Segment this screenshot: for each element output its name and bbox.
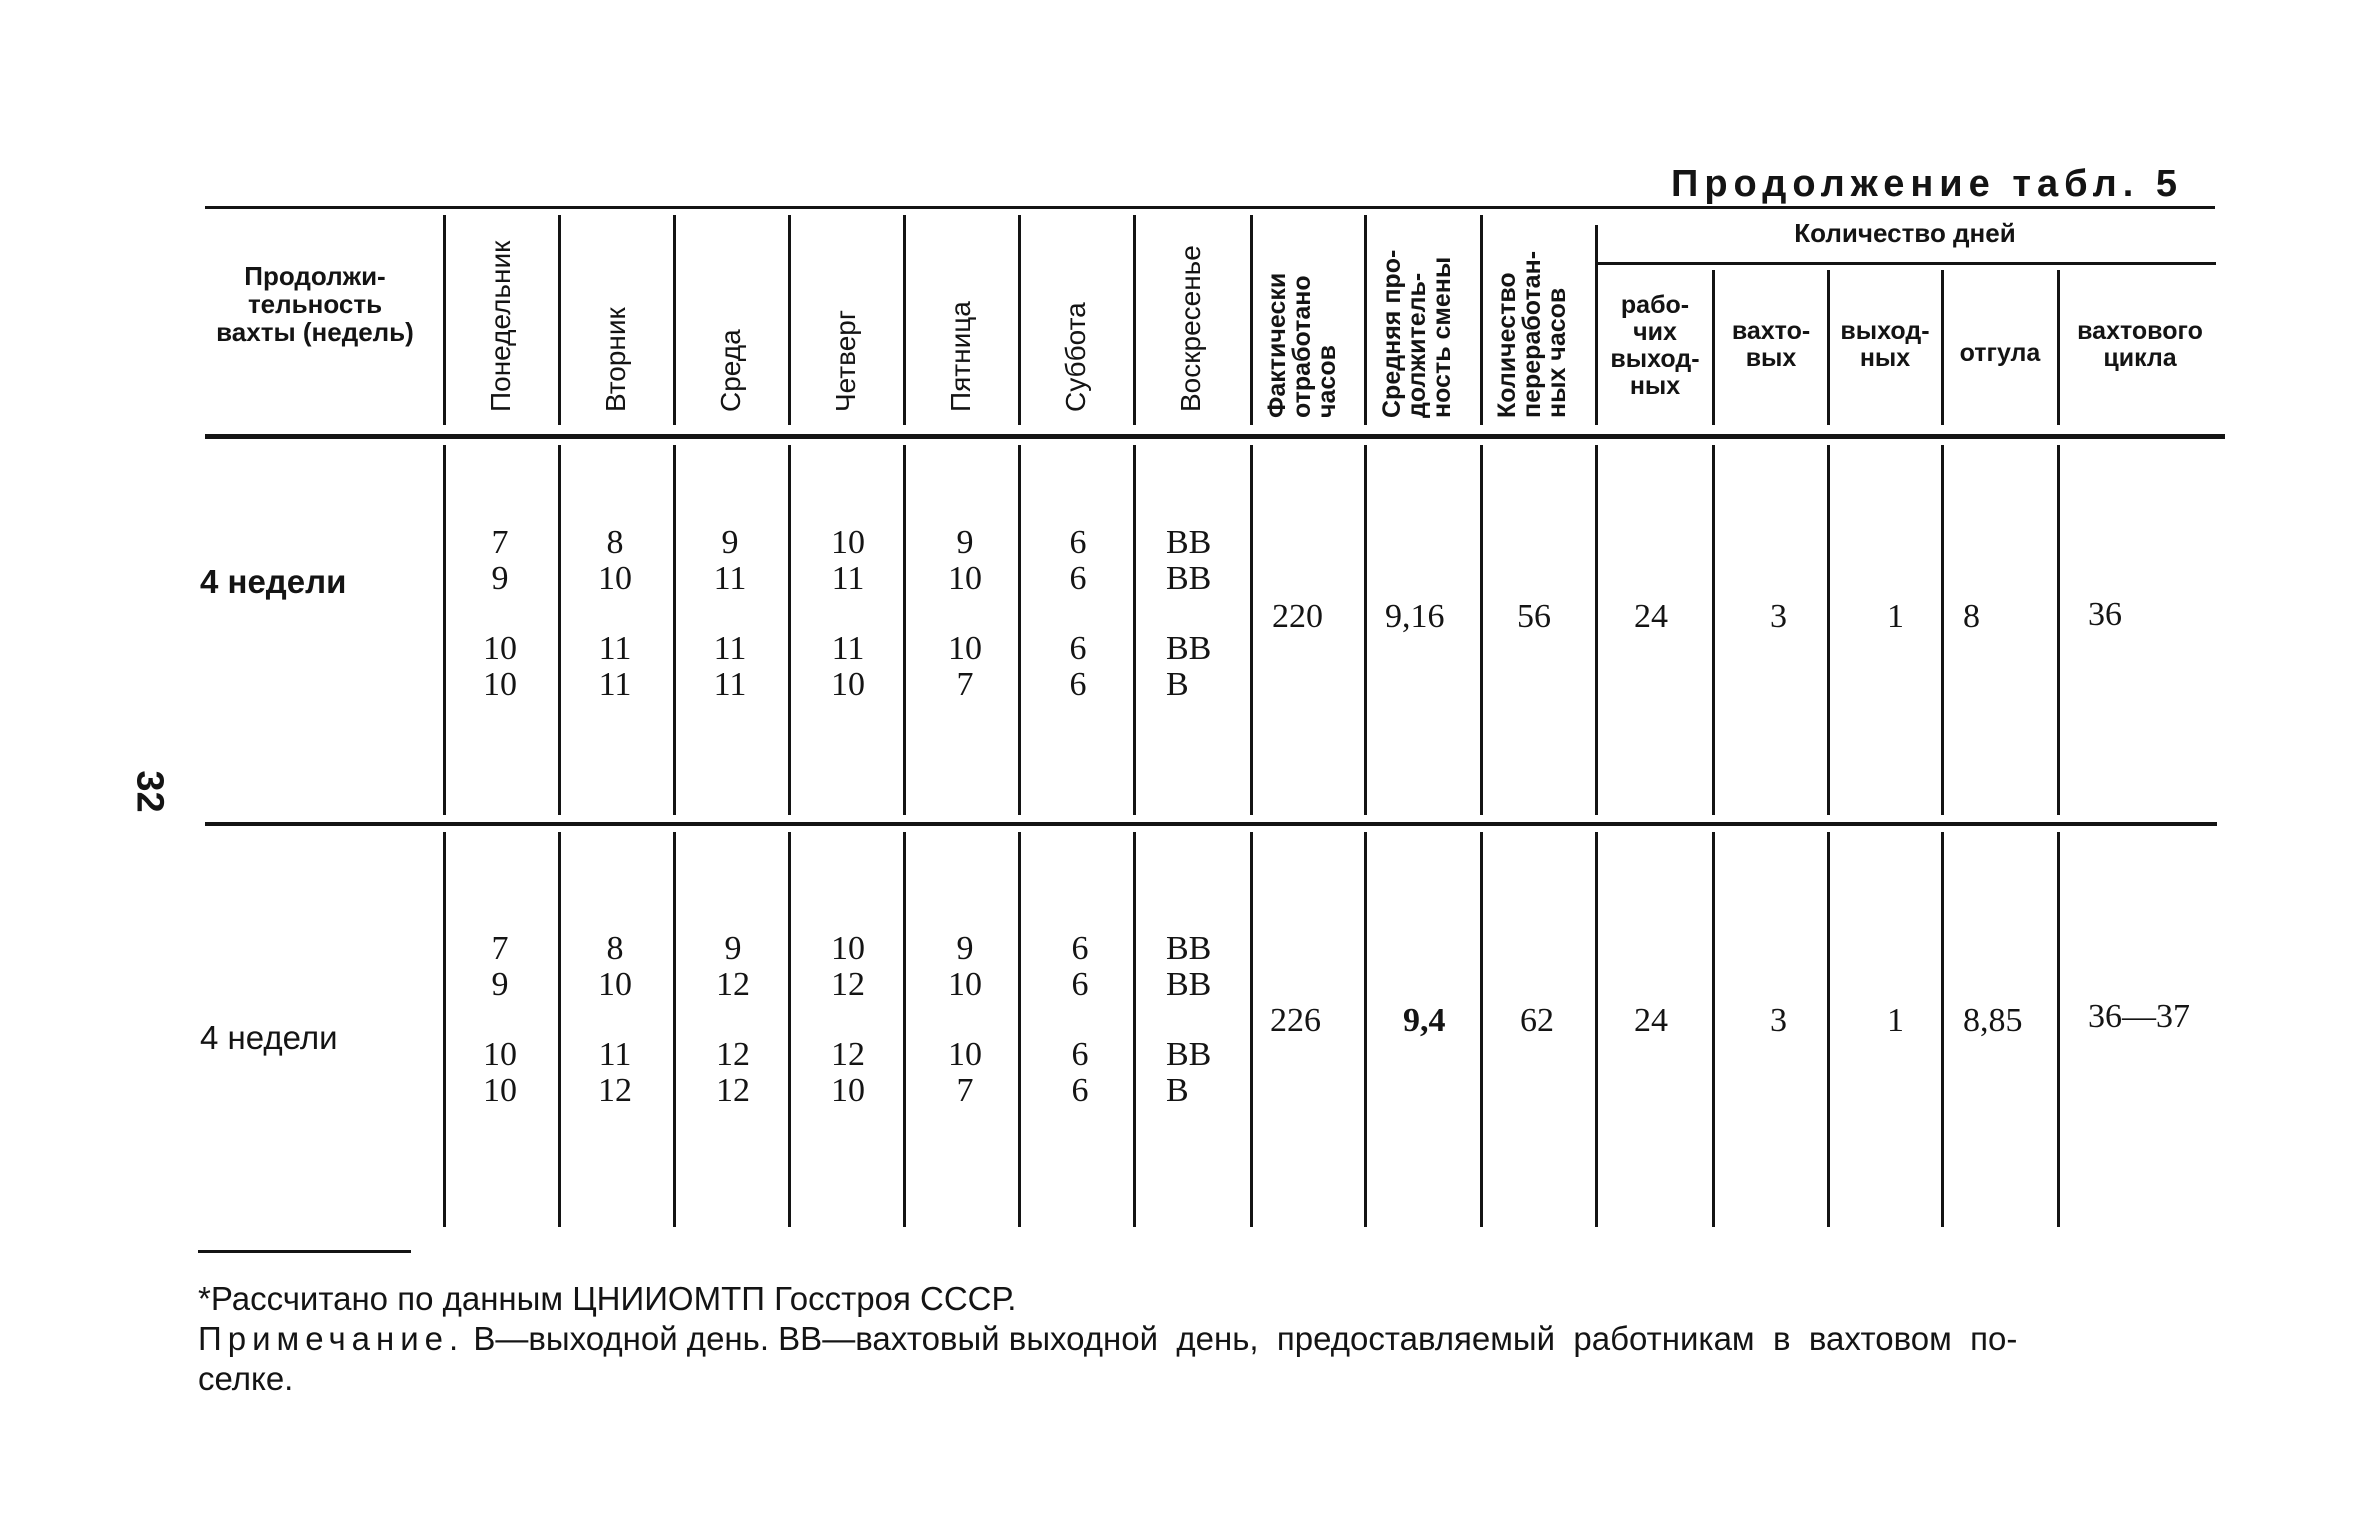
row1-overtime: 56 — [1517, 598, 1551, 635]
footnote-rule — [198, 1250, 411, 1253]
header-tuesday: Вторник — [600, 307, 631, 412]
header-bottom-rule — [205, 434, 2225, 439]
footnote: *Рассчитано по данным ЦНИИОМТП Госстроя СССР. — [198, 1280, 1017, 1317]
header-days-off: выход- ных — [1840, 317, 1930, 372]
note-label: Примечание. — [198, 1320, 465, 1357]
header-wednesday: Среда — [715, 329, 746, 412]
header-monday: Понедельник — [485, 240, 516, 412]
header-working-days: рабо- чих выход- ных — [1610, 291, 1700, 400]
row2-tuesday: 8 10 11 12 — [598, 930, 632, 1109]
row1-sunday: ВВ ВВ ВВ В — [1166, 524, 1212, 703]
row2-time-off: 8,85 — [1963, 1002, 2023, 1039]
row1-time-off: 8 — [1963, 598, 1980, 635]
header-duration: Продолжи- тельность вахты (недель) — [216, 261, 414, 347]
header-cycle: вахтового цикла — [2077, 317, 2203, 372]
row-label: 4 недели — [200, 563, 347, 600]
row1-thursday: 10 11 11 10 — [831, 524, 865, 703]
row1-shift-days: 3 — [1770, 598, 1787, 635]
row2-thursday: 10 12 12 10 — [831, 930, 865, 1109]
row2-avg-shift: 9,4 — [1403, 1002, 1446, 1039]
group-header-rule — [1596, 262, 2216, 265]
note — [198, 1320, 2017, 1358]
row2-working-days: 24 — [1634, 1002, 1668, 1039]
row1-wednesday: 9 11 11 11 — [713, 524, 747, 703]
row2-cycle: 36—37 — [2088, 998, 2190, 1035]
row2-saturday: 6 6 6 6 — [1071, 930, 1089, 1109]
note-continuation: селке. — [198, 1360, 294, 1397]
header-friday: Пятница — [945, 301, 976, 412]
table-caption: Продолжение табл. 5 — [1671, 163, 2183, 205]
row1-working-days: 24 — [1634, 598, 1668, 635]
header-time-off: отгула — [1959, 339, 2041, 367]
page-number: 32 — [128, 770, 171, 813]
row1-saturday: 6 6 6 6 — [1069, 524, 1087, 703]
note-text: В—выходной день. ВВ—вахтовый выходной день, предоставляемый работникам в вахтовом по- — [464, 1320, 2018, 1357]
row2-hours-worked: 226 — [1270, 1002, 1321, 1039]
header-thursday: Четверг — [830, 309, 861, 412]
header-days-group: Количество дней — [1794, 218, 2016, 248]
row1-days-off: 1 — [1887, 598, 1904, 635]
header-sunday: Воскресенье — [1175, 245, 1206, 412]
row1-hours-worked: 220 — [1272, 598, 1323, 635]
row1-tuesday: 8 10 11 11 — [598, 524, 632, 703]
header-saturday: Суббота — [1060, 302, 1091, 412]
row-label: 4 недели — [200, 1019, 338, 1056]
row1-friday: 9 10 10 7 — [948, 524, 982, 703]
row-separator-rule — [205, 822, 2217, 826]
row2-sunday: ВВ ВВ ВВ В — [1166, 930, 1212, 1109]
row2-wednesday: 9 12 12 12 — [716, 930, 750, 1109]
header-avg-shift: Средняя про- должитель- ность смены — [1378, 249, 1456, 418]
row2-shift-days: 3 — [1770, 1002, 1787, 1039]
row2-monday: 7 9 10 10 — [483, 930, 517, 1109]
row2-friday: 9 10 10 7 — [948, 930, 982, 1109]
row1-cycle: 36 — [2088, 596, 2122, 633]
header-overtime: Количество переработан- ных часов — [1493, 250, 1571, 418]
row1-avg-shift: 9,16 — [1385, 598, 1445, 635]
header-hours-worked: Фактически отработано часов — [1263, 272, 1341, 418]
row2-overtime: 62 — [1520, 1002, 1554, 1039]
row2-days-off: 1 — [1887, 1002, 1904, 1039]
header-shift-days: вахто- вых — [1731, 317, 1811, 372]
table-top-rule — [205, 206, 2215, 209]
row1-monday: 7 9 10 10 — [483, 524, 517, 703]
